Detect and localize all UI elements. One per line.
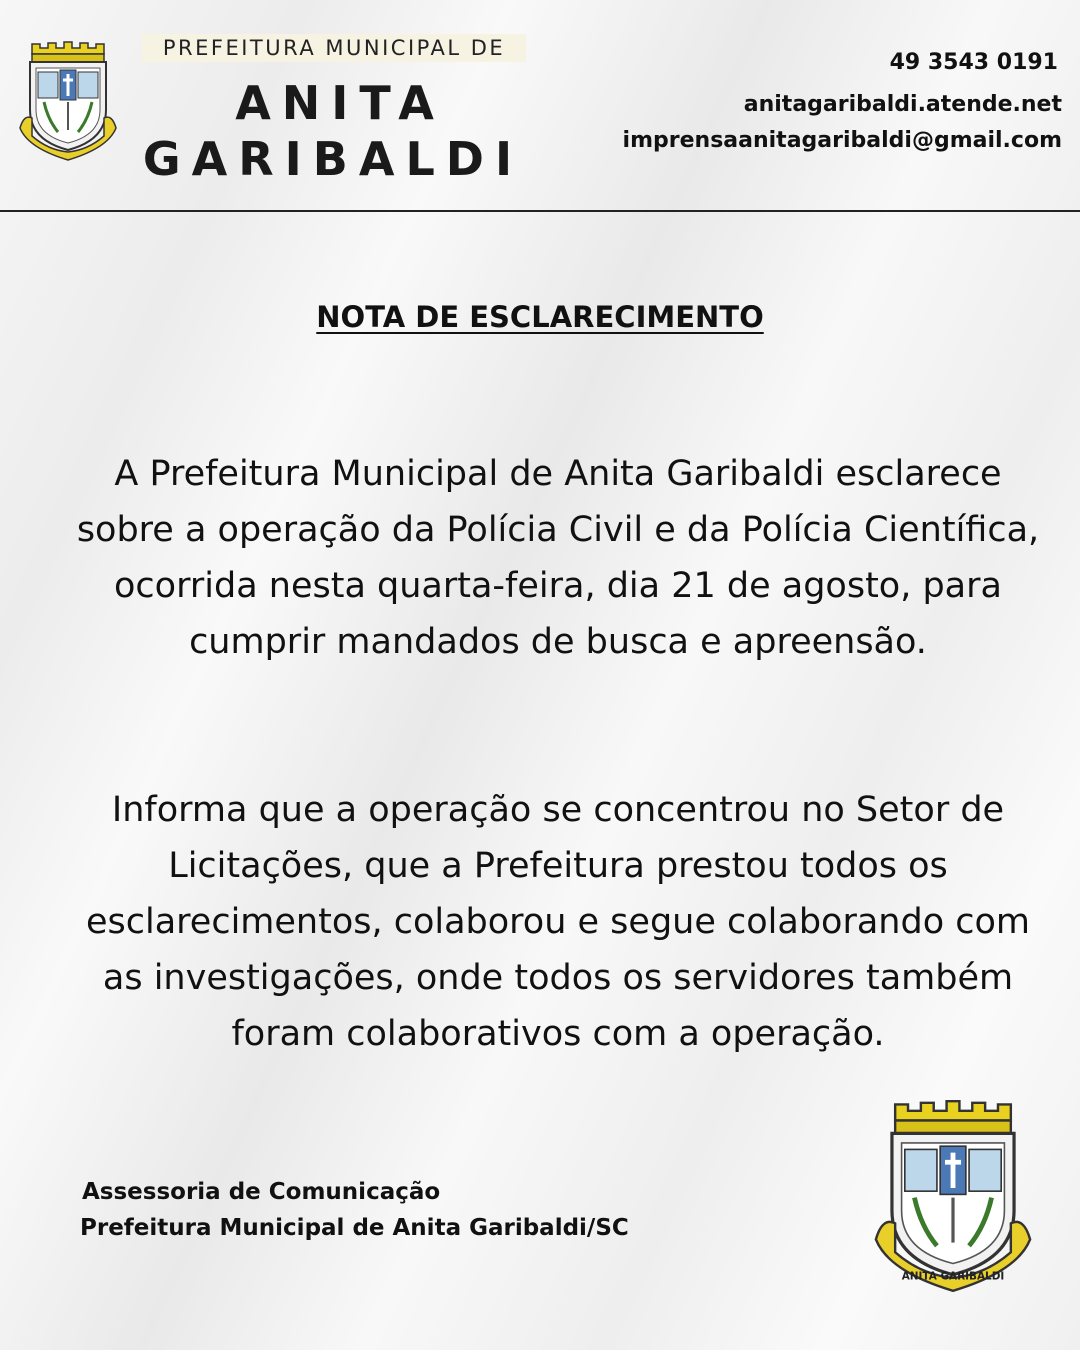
header-pretitle: PREFEITURA MUNICIPAL DE (142, 34, 526, 62)
contact-phone: 49 3543 0191 (889, 50, 1058, 75)
header-divider (0, 210, 1080, 212)
coat-of-arms-icon (18, 40, 118, 162)
brand-name-line1: ANITA (235, 76, 445, 130)
signature-institution: Prefeitura Municipal de Anita Garibaldi/SC (80, 1215, 629, 1241)
note-paragraph-1: A Prefeitura Municipal de Anita Garibaldi esclarece sobre a operação da Polícia Civil e da Polícia Científica, ocorrida nesta quarta-feira, dia 21 de agosto, para cumprir mandados de busca e apreensão. (76, 454, 1040, 662)
note-title: NOTA DE ESCLARECIMENTO (316, 300, 764, 334)
signature-department: Assessoria de Comunicação (82, 1179, 441, 1205)
coat-of-arms-icon (872, 1098, 1034, 1294)
contact-website[interactable]: anitagaribaldi.atende.net (743, 92, 1062, 117)
crest-ribbon-text: ANITA GARIBALDI (901, 1270, 1005, 1283)
brand-name-line2: GARIBALDI (142, 132, 524, 186)
contact-email[interactable]: imprensaanitagaribaldi@gmail.com (622, 128, 1062, 153)
note-paragraph-2: Informa que a operação se concentrou no Setor de Licitações, que a Prefeitura prestou todos os esclarecimentos, colaborou e segue colaborando com as investigações, onde todos os servidores também foram colaborativos com a operação. (85, 790, 1030, 1054)
